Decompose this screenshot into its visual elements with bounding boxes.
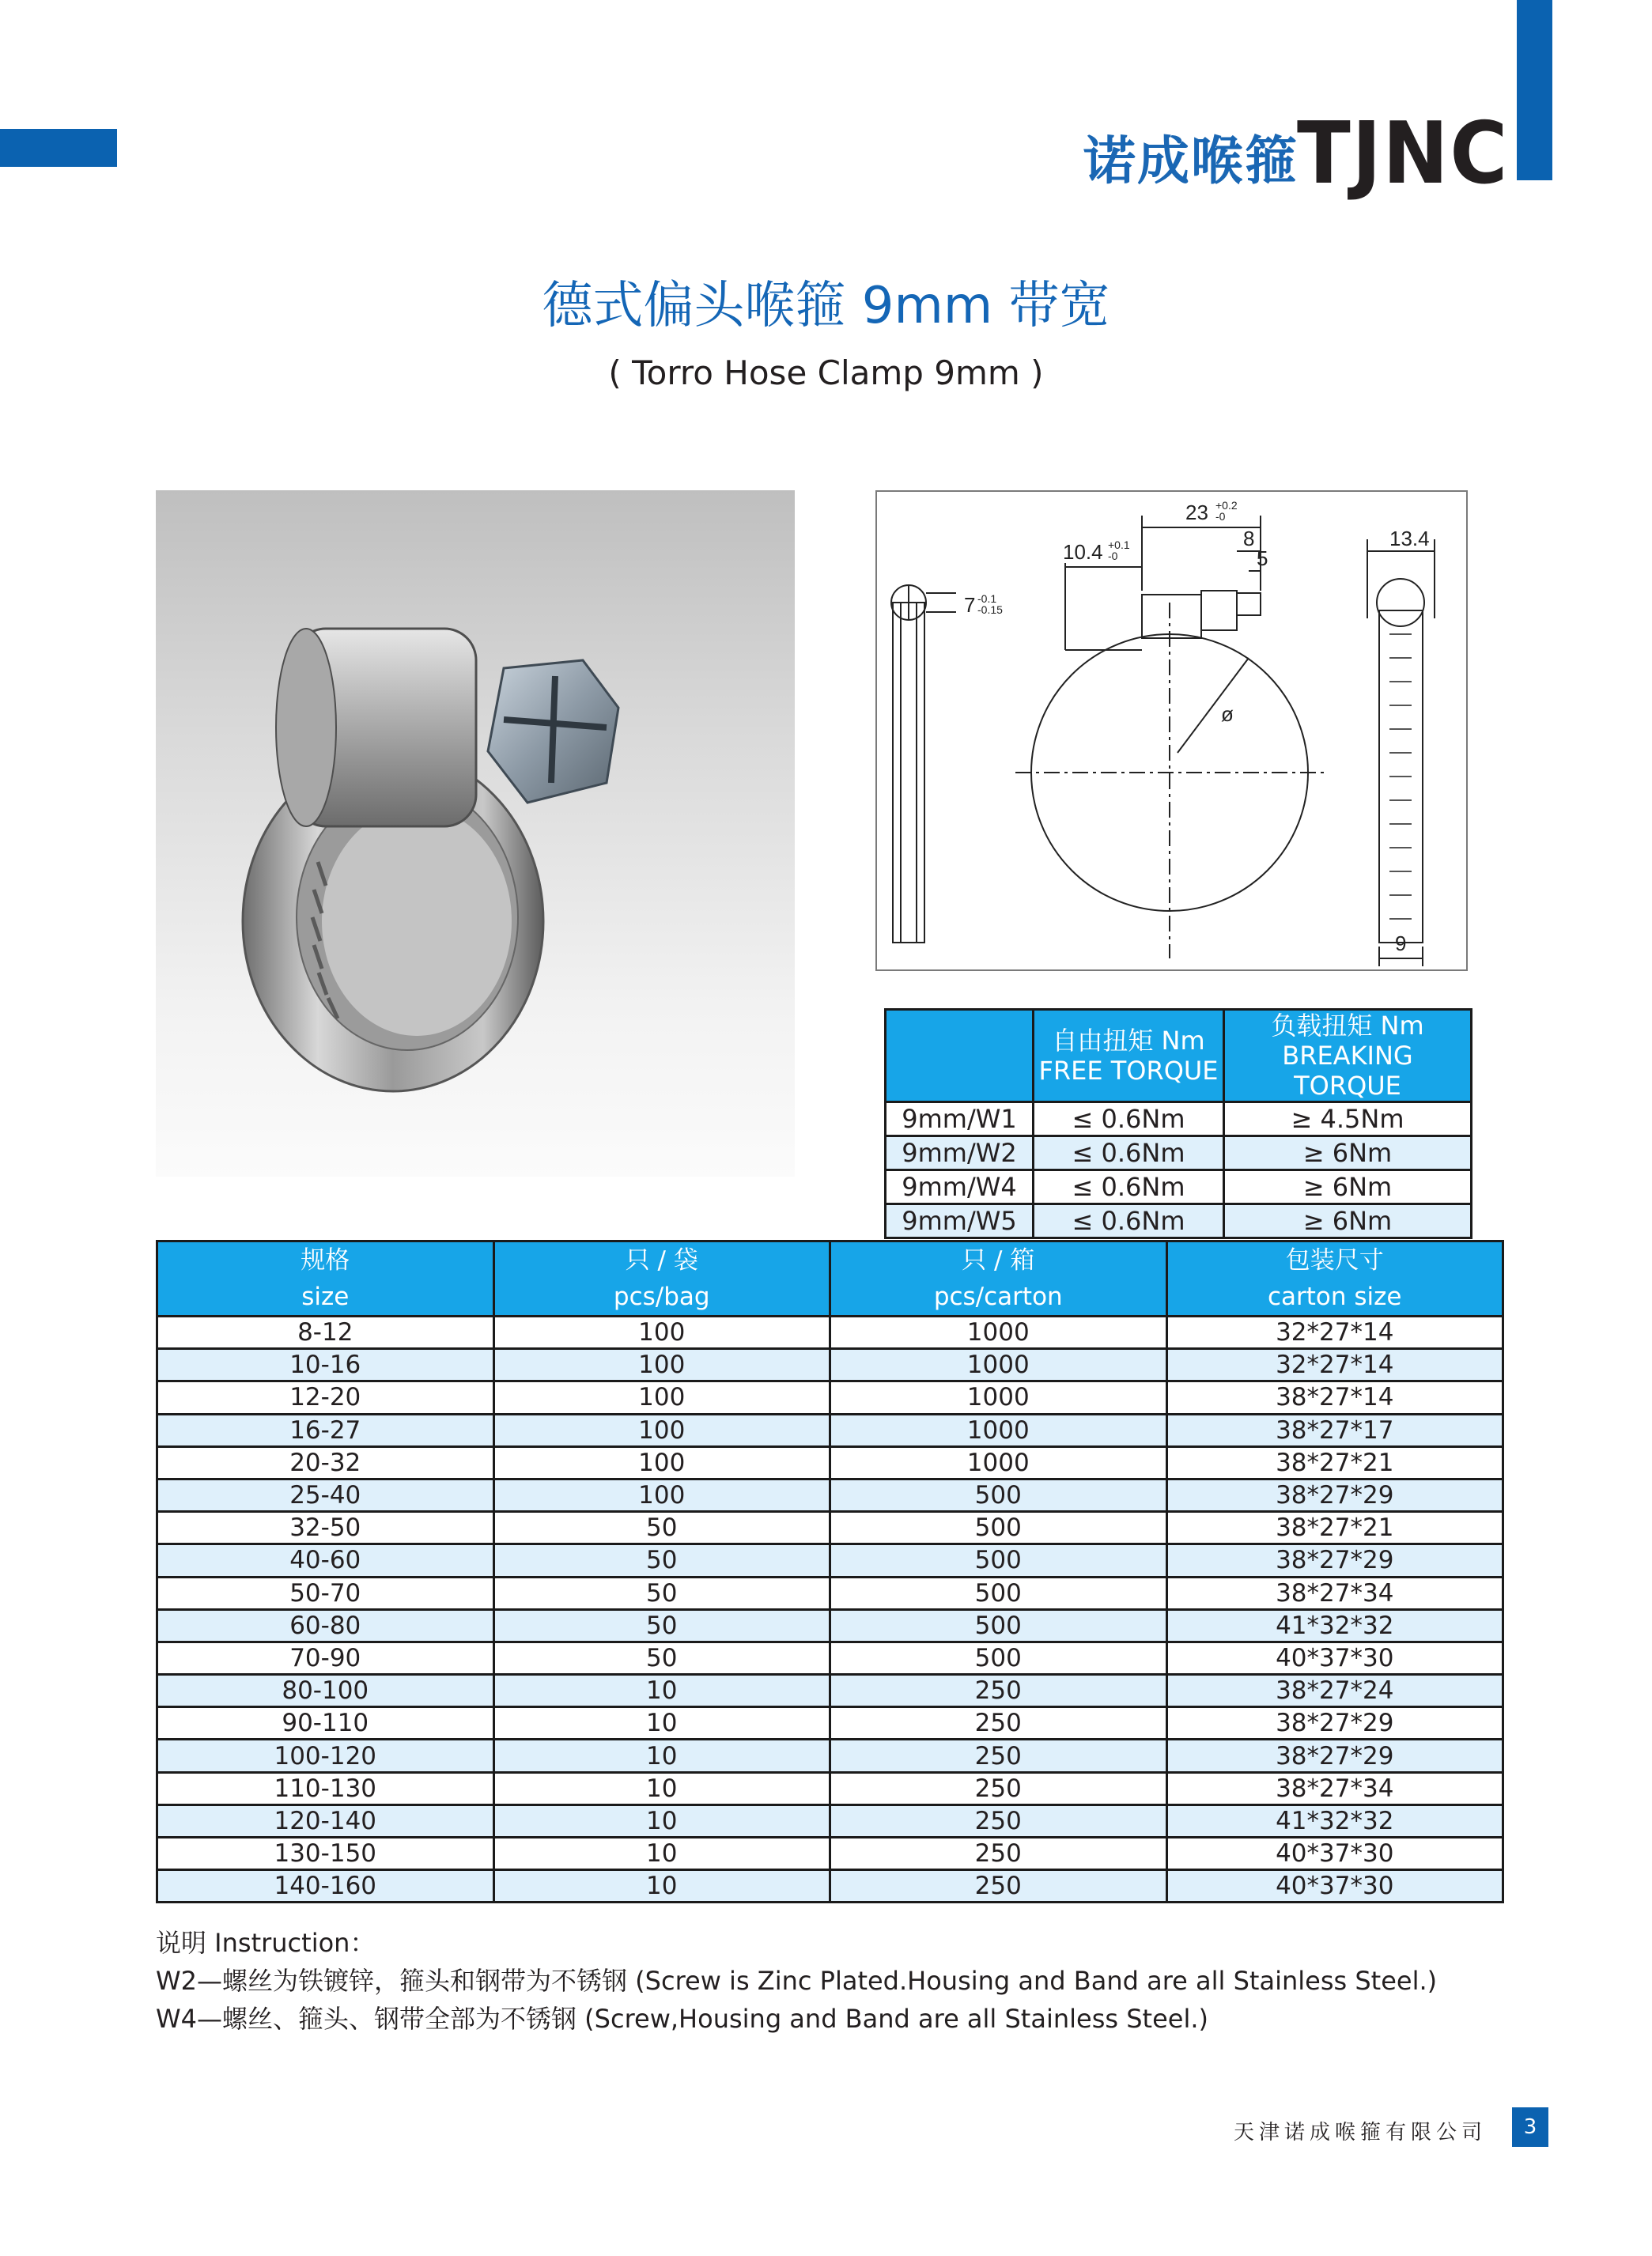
table-row — [157, 1349, 1503, 1381]
diameter-symbol: ø — [1221, 702, 1234, 726]
column-label-en: size — [301, 1283, 350, 1311]
cell-pcs-bag: 100 — [493, 1349, 830, 1381]
cell-size: 10-16 — [157, 1349, 494, 1381]
cell-pcs-bag: 50 — [493, 1642, 830, 1674]
cell-pcs-bag: 100 — [493, 1479, 830, 1511]
dim-8: 8 — [1243, 527, 1255, 550]
cell-carton-size: 38*27*17 — [1166, 1414, 1503, 1446]
table-row — [157, 1707, 1503, 1740]
cell-pcs-bag: 100 — [493, 1446, 830, 1479]
cell-size: 90-110 — [157, 1707, 494, 1740]
dim-10-4-tol-top: +0.1 — [1108, 538, 1130, 551]
table-row — [157, 1870, 1503, 1903]
cell-pcs-bag: 10 — [493, 1707, 830, 1740]
cell-carton-size: 38*27*29 — [1166, 1544, 1503, 1577]
torque-type: 9mm/W1 — [886, 1102, 1034, 1136]
dim-13-4: 13.4 — [1389, 527, 1430, 550]
table-row — [157, 1577, 1503, 1609]
torque-breaking: ≥ 6Nm — [1224, 1170, 1472, 1204]
column-header-pcs-carton — [830, 1241, 1167, 1317]
dim-23-tol-bot: -0 — [1215, 510, 1226, 523]
cell-size: 12-20 — [157, 1381, 494, 1414]
cell-size: 100-120 — [157, 1740, 494, 1772]
cell-carton-size: 38*27*21 — [1166, 1512, 1503, 1544]
column-label-cn: 只 / 袋 — [625, 1246, 698, 1275]
cell-pcs-carton: 250 — [830, 1740, 1167, 1772]
cell-pcs-carton: 250 — [830, 1675, 1167, 1707]
instruction-w4: W4—螺丝、箍头、钢带全部为不锈钢 (Screw,Housing and Band are all Stainless Steel.) — [156, 2004, 1209, 2034]
dim-23: 23 — [1185, 501, 1208, 524]
table-row — [886, 1170, 1472, 1204]
cell-carton-size: 41*32*32 — [1166, 1804, 1503, 1837]
dim-23-tol-top: +0.2 — [1215, 499, 1238, 512]
cell-carton-size: 32*27*14 — [1166, 1317, 1503, 1349]
torque-breaking: ≥ 4.5Nm — [1224, 1102, 1472, 1136]
cell-size: 110-130 — [157, 1772, 494, 1804]
table-row — [157, 1838, 1503, 1870]
table-row — [886, 1102, 1472, 1136]
cell-pcs-bag: 10 — [493, 1870, 830, 1903]
cell-size: 20-32 — [157, 1446, 494, 1479]
cell-pcs-bag: 100 — [493, 1381, 830, 1414]
cell-pcs-carton: 1000 — [830, 1349, 1167, 1381]
free-torque-cn: 自由扭矩 Nm — [1052, 1026, 1205, 1056]
cell-carton-size: 38*27*24 — [1166, 1675, 1503, 1707]
cell-carton-size: 38*27*29 — [1166, 1707, 1503, 1740]
table-row — [157, 1479, 1503, 1511]
cell-carton-size: 38*27*21 — [1166, 1446, 1503, 1479]
cell-carton-size: 38*27*34 — [1166, 1772, 1503, 1804]
cell-pcs-bag: 50 — [493, 1544, 830, 1577]
column-header-pcs-bag — [493, 1241, 830, 1317]
cell-size: 80-100 — [157, 1675, 494, 1707]
page-number: 3 — [1512, 2107, 1548, 2147]
cell-size: 32-50 — [157, 1512, 494, 1544]
table-row — [157, 1642, 1503, 1674]
table-row — [157, 1609, 1503, 1642]
brand-name-cn: 诺成喉箍 — [1083, 130, 1299, 191]
cell-pcs-carton: 250 — [830, 1707, 1167, 1740]
column-label-en: pcs/bag — [613, 1283, 710, 1311]
torque-header-blank — [886, 1010, 1034, 1102]
cell-size: 50-70 — [157, 1577, 494, 1609]
column-header-size — [157, 1241, 494, 1317]
cell-pcs-carton: 500 — [830, 1544, 1167, 1577]
dim-7: 7 — [964, 593, 976, 617]
header-accent-bar-left — [0, 129, 117, 167]
cell-pcs-carton: 500 — [830, 1642, 1167, 1674]
dimension-drawing — [877, 492, 1466, 969]
torque-table — [884, 1008, 1472, 1239]
cell-size: 16-27 — [157, 1414, 494, 1446]
torque-free: ≤ 0.6Nm — [1034, 1204, 1224, 1238]
page-title-en: ( Torro Hose Clamp 9mm ) — [608, 353, 1044, 392]
cell-size: 140-160 — [157, 1870, 494, 1903]
dim-7-tol-bot: -0.15 — [977, 603, 1003, 616]
table-row — [157, 1772, 1503, 1804]
torque-type: 9mm/W5 — [886, 1204, 1034, 1238]
cell-carton-size: 40*37*30 — [1166, 1642, 1503, 1674]
cell-pcs-carton: 500 — [830, 1479, 1167, 1511]
cell-pcs-carton: 500 — [830, 1577, 1167, 1609]
cell-pcs-carton: 250 — [830, 1838, 1167, 1870]
cell-pcs-bag: 10 — [493, 1772, 830, 1804]
table-row — [157, 1317, 1503, 1349]
cell-size: 120-140 — [157, 1804, 494, 1837]
torque-header-free — [1034, 1010, 1224, 1102]
company-name: 天津诺成喉箍有限公司 — [1234, 2121, 1488, 2145]
cell-pcs-carton: 500 — [830, 1609, 1167, 1642]
cell-pcs-carton: 1000 — [830, 1446, 1167, 1479]
dim-7-tol-top: -0.1 — [977, 592, 997, 605]
table-row — [157, 1381, 1503, 1414]
torque-free: ≤ 0.6Nm — [1034, 1136, 1224, 1170]
breaking-torque-cn: 负载扭矩 Nm — [1271, 1011, 1424, 1041]
instruction-w2: W2—螺丝为铁镀锌，箍头和钢带为不锈钢 (Screw is Zinc Plated.Housing and Band are all Stainless Steel.) — [156, 1966, 1438, 1996]
cell-pcs-bag: 50 — [493, 1577, 830, 1609]
table-row — [157, 1414, 1503, 1446]
torque-free: ≤ 0.6Nm — [1034, 1170, 1224, 1204]
cell-size: 25-40 — [157, 1479, 494, 1511]
column-label-en: pcs/carton — [933, 1283, 1063, 1311]
table-row — [157, 1740, 1503, 1772]
cell-carton-size: 40*37*30 — [1166, 1838, 1503, 1870]
technical-drawing — [875, 490, 1468, 971]
column-label-cn: 只 / 箱 — [962, 1246, 1035, 1275]
table-row — [157, 1544, 1503, 1577]
dim-5: 5 — [1257, 546, 1268, 570]
spec-table — [156, 1240, 1504, 1903]
instruction-title: 说明 Instruction： — [156, 1928, 376, 1958]
cell-pcs-bag: 100 — [493, 1317, 830, 1349]
cell-size: 70-90 — [157, 1642, 494, 1674]
torque-type: 9mm/W4 — [886, 1170, 1034, 1204]
cell-carton-size: 38*27*14 — [1166, 1381, 1503, 1414]
cell-pcs-carton: 1000 — [830, 1381, 1167, 1414]
torque-breaking: ≥ 6Nm — [1224, 1136, 1472, 1170]
brand-logo-tjnc: TJNC — [1297, 104, 1510, 203]
breaking-torque-en: BREAKING TORQUE — [1282, 1041, 1413, 1101]
cell-carton-size: 32*27*14 — [1166, 1349, 1503, 1381]
dim-10-4: 10.4 — [1063, 540, 1103, 564]
cell-pcs-carton: 500 — [830, 1512, 1167, 1544]
header-accent-bar-right — [1517, 0, 1552, 180]
product-photo — [156, 490, 795, 1177]
column-header-carton-size — [1166, 1241, 1503, 1317]
column-label-cn: 规格 — [301, 1246, 350, 1275]
spec-table-body — [157, 1317, 1503, 1903]
cell-size: 60-80 — [157, 1609, 494, 1642]
cell-pcs-bag: 50 — [493, 1512, 830, 1544]
cell-size: 40-60 — [157, 1544, 494, 1577]
cell-size: 130-150 — [157, 1838, 494, 1870]
cell-size: 8-12 — [157, 1317, 494, 1349]
cell-pcs-carton: 1000 — [830, 1317, 1167, 1349]
cell-pcs-bag: 10 — [493, 1675, 830, 1707]
torque-free: ≤ 0.6Nm — [1034, 1102, 1224, 1136]
cell-pcs-bag: 100 — [493, 1414, 830, 1446]
cell-carton-size: 38*27*29 — [1166, 1479, 1503, 1511]
torque-breaking: ≥ 6Nm — [1224, 1204, 1472, 1238]
dim-9: 9 — [1395, 931, 1407, 955]
table-row — [157, 1446, 1503, 1479]
free-torque-en: FREE TORQUE — [1038, 1056, 1219, 1086]
cell-pcs-bag: 10 — [493, 1804, 830, 1837]
cell-pcs-carton: 250 — [830, 1870, 1167, 1903]
column-label-en: carton size — [1267, 1283, 1402, 1311]
cell-carton-size: 38*27*34 — [1166, 1577, 1503, 1609]
cell-pcs-bag: 10 — [493, 1838, 830, 1870]
page-title-cn: 德式偏头喉箍 9mm 带宽 — [542, 277, 1110, 335]
torque-header-breaking — [1224, 1010, 1472, 1102]
cell-pcs-carton: 250 — [830, 1804, 1167, 1837]
column-label-cn: 包装尺寸 — [1285, 1246, 1384, 1275]
table-row — [157, 1804, 1503, 1837]
hose-clamp-image — [156, 490, 795, 1177]
table-row — [886, 1136, 1472, 1170]
dim-10-4-tol-bot: -0 — [1108, 550, 1118, 562]
table-row — [157, 1512, 1503, 1544]
cell-carton-size: 38*27*29 — [1166, 1740, 1503, 1772]
torque-type: 9mm/W2 — [886, 1136, 1034, 1170]
cell-pcs-bag: 50 — [493, 1609, 830, 1642]
cell-pcs-bag: 10 — [493, 1740, 830, 1772]
table-row — [157, 1675, 1503, 1707]
cell-carton-size: 40*37*30 — [1166, 1870, 1503, 1903]
cell-carton-size: 41*32*32 — [1166, 1609, 1503, 1642]
cell-pcs-carton: 250 — [830, 1772, 1167, 1804]
table-row — [886, 1204, 1472, 1238]
cell-pcs-carton: 1000 — [830, 1414, 1167, 1446]
